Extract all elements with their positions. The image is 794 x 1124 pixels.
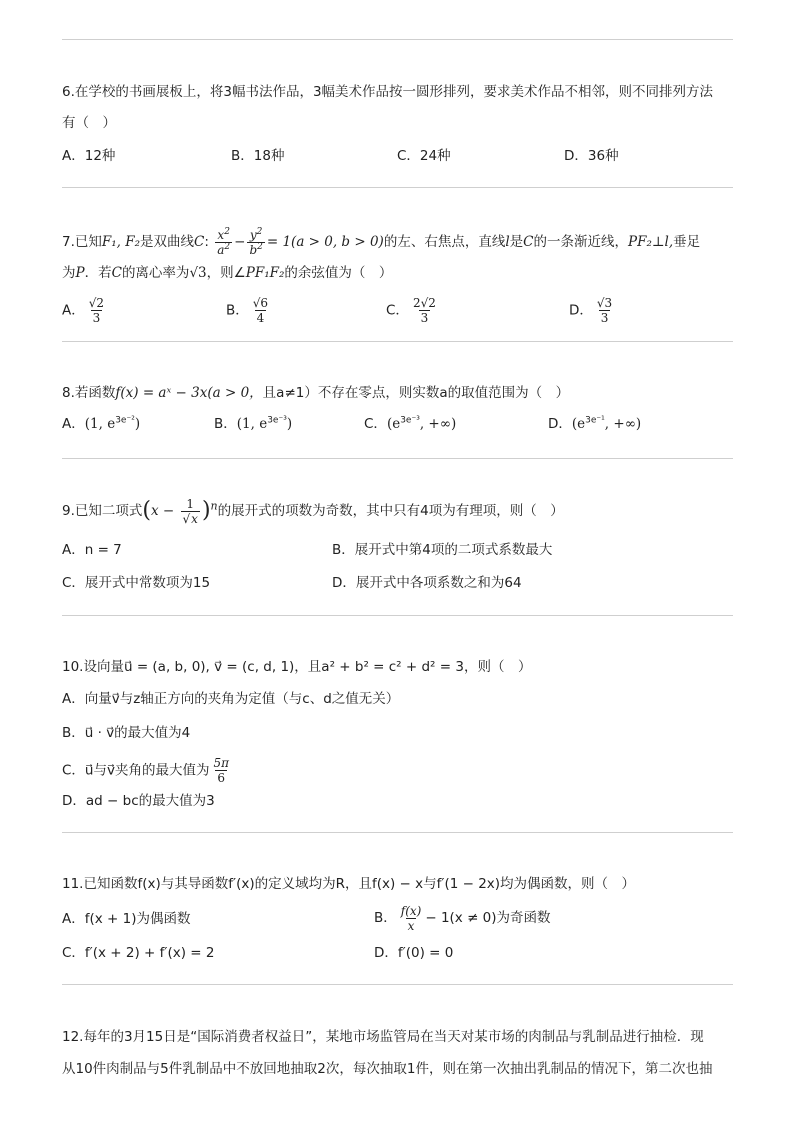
q7-frac-y: $\frac{y^2}{b^2}$ [249, 226, 263, 257]
q8-text: 8.若函数 [62, 385, 116, 401]
q11-stem: 11.已知函数f(x)与其导函数f′(x)的定义域均为R，且f(x) − x与f′(1 − 2x)均为偶函数，则（ ） [62, 876, 636, 892]
frac-den: 6 [217, 771, 226, 785]
q11-option-d[interactable]: D．f′(0) = 0 [374, 945, 454, 961]
q10-stem: 10.设向量u⃗ = (a, b, 0), v⃗ = (c, d, 1)，且a² + b² = c² + d² = 3，则（ ） [62, 659, 532, 675]
option-label: C． [364, 416, 387, 432]
q8-option-c[interactable] [364, 414, 456, 434]
option-frac [411, 296, 438, 325]
option-math: ) [134, 416, 141, 432]
q7-text: 为 [62, 265, 76, 281]
q10-option-c[interactable] [62, 756, 233, 785]
option-label: B． [214, 416, 237, 432]
frac-num: 5π [213, 756, 230, 770]
q7-curve: C [194, 234, 205, 250]
q9-text: 的展开式的项数为奇数，其中只有4项为有理项，则（ ） [217, 503, 564, 519]
q7-option-a[interactable] [62, 296, 108, 325]
q8-option-d[interactable] [548, 414, 641, 434]
divider [62, 458, 733, 459]
option-label: D． [548, 416, 572, 432]
q7-equation: = 1(a > 0, b > 0) [266, 234, 384, 250]
q7-line: l [505, 234, 510, 250]
frac-den: 3 [420, 311, 429, 325]
q7-text: 的一条渐近线， [533, 234, 628, 250]
q7-text: 是 [509, 234, 524, 250]
q7-ecc: √3 [189, 265, 207, 281]
q8-option-b[interactable] [214, 414, 292, 434]
frac-num: √2 [88, 296, 105, 310]
frac-num: 2√2 [412, 296, 436, 310]
q11-option-b[interactable] [374, 902, 551, 934]
q7-colon: : [204, 234, 209, 250]
frac-num: √6 [252, 296, 269, 310]
option-exponent: 3e⁻³ [400, 415, 420, 426]
option-frac [87, 296, 106, 325]
q7-curve: C [523, 234, 534, 250]
q8-function: f(x) = aˣ − 3x(a > 0， [115, 385, 263, 401]
option-math: (e [386, 416, 401, 432]
option-label: A． [62, 416, 85, 432]
q9-frac: $\frac{1}{√x}$ [182, 496, 198, 526]
option-label: D． [569, 302, 593, 319]
q6-option-b[interactable]: B．18种 [231, 148, 285, 164]
option-frac [251, 296, 270, 325]
paren-open: ( [142, 498, 151, 523]
divider [62, 39, 733, 40]
frac-den: 3 [92, 311, 101, 325]
q9-option-a[interactable]: A．n = 7 [62, 542, 122, 558]
option-math: (1, e [236, 416, 268, 432]
q9-text: 9.已知二项式 [62, 503, 143, 519]
option-text: − 1(x ≠ 0)为奇函数 [425, 910, 551, 926]
option-math: ) [286, 416, 293, 432]
q7-text: 是双曲线 [140, 234, 195, 250]
q10-option-a[interactable]: A．向量v⃗与z轴正方向的夹角为定值（与c、d之值无关） [62, 691, 400, 707]
frac-num: √3 [596, 296, 613, 310]
q7-perp: PF₂⊥l, [628, 234, 674, 250]
q7-point: P [75, 265, 85, 281]
q7-option-b[interactable] [226, 296, 272, 325]
frac-den: 3 [600, 311, 609, 325]
option-frac [399, 904, 424, 933]
q7-stem-cont [62, 263, 392, 283]
q8-stem [62, 383, 569, 403]
q7-text: 垂足 [673, 234, 701, 250]
q6-option-d[interactable]: D．36种 [564, 148, 619, 164]
q7-option-d[interactable] [569, 296, 616, 325]
q7-curve: C [111, 265, 122, 281]
q6-option-c[interactable]: C．24种 [397, 148, 451, 164]
q9-option-d[interactable]: D．展开式中各项系数之和为64 [332, 575, 522, 591]
q7-text: 的左、右焦点，直线 [383, 234, 506, 250]
q12-stem-cont: 从10件肉制品与5件乳制品中不放回地抽取2次，每次抽取1件，则在第一次抽出乳制品的情况下，第二次也抽 [62, 1061, 713, 1077]
q10-option-d[interactable]: D．ad − bc的最大值为3 [62, 793, 215, 809]
option-math: (1, e [84, 416, 116, 432]
divider [62, 615, 733, 616]
paren-close: ) [201, 498, 211, 523]
option-math: , +∞) [604, 416, 642, 432]
q7-stem: 7.已知F₁, F₂是双曲线C: $\frac{x^2}{a^2}$ − $\frac{y^2}{b^2}$ = 1(a > 0, b > 0)的左、右焦点，直线l是C的一条渐近线，PF₂⊥l,垂足 [62, 226, 701, 257]
frac-den: 4 [256, 311, 265, 325]
q6-stem-cont: 有（ ） [62, 115, 116, 131]
q11-option-a[interactable]: A．f(x + 1)为偶函数 [62, 911, 191, 927]
q7-text: 的余弦值为（ ） [284, 265, 393, 281]
divider [62, 984, 733, 985]
q9-stem: 9.已知二项式(x − $\frac{1}{√x}$ )$^n$的展开式的项数为奇数，其中只有4项为有理项，则（ ） [62, 496, 564, 526]
q6-stem: 6.在学校的书画展板上，将3幅书法作品，3幅美术作品按一圆形排列，要求美术作品不相邻，则不同排列方法 [62, 84, 714, 100]
option-exponent: 3e⁻² [115, 415, 135, 426]
option-label: C． [386, 302, 409, 319]
option-math: , +∞) [419, 416, 457, 432]
q11-option-c[interactable]: C．f′(x + 2) + f′(x) = 2 [62, 945, 215, 961]
q7-angle: PF₁F₂ [245, 265, 285, 281]
divider [62, 341, 733, 342]
q7-text: 的离心率为 [121, 265, 190, 281]
q7-text: ．若 [84, 265, 112, 281]
option-exponent: 3e⁻³ [267, 415, 287, 426]
q10-option-b[interactable]: B．u⃗ · v⃗的最大值为4 [62, 725, 191, 741]
frac-den: x [407, 918, 415, 933]
divider [62, 832, 733, 833]
q12-stem: 12.每年的3月15日是“国际消费者权益日”，某地市场监管局在当天对某市场的肉制品与乳制品进行抽检．现 [62, 1029, 704, 1045]
q7-frac-x: $\frac{x^2}{a^2}$ [217, 226, 231, 257]
option-text: C．u⃗与v⃗夹角的最大值为 [62, 762, 210, 779]
q8-option-a[interactable] [62, 414, 140, 434]
option-label: A． [62, 302, 85, 319]
divider [62, 187, 733, 188]
frac-num: f(x) [400, 903, 422, 918]
q6-option-a[interactable]: A．12种 [62, 148, 116, 164]
option-frac [595, 296, 614, 325]
option-math: (e [571, 416, 586, 432]
option-frac [211, 756, 231, 785]
q7-option-c[interactable] [386, 296, 440, 325]
q7-text: ，则∠ [206, 265, 246, 281]
q7-prefix: 7.已知 [62, 234, 102, 250]
option-label: B． [226, 302, 249, 319]
q9-option-c[interactable]: C．展开式中常数项为15 [62, 575, 211, 591]
option-exponent: 3e⁻¹ [585, 415, 605, 426]
option-label: B． [374, 910, 397, 926]
q9-option-b[interactable]: B．展开式中第4项的二项式系数最大 [332, 542, 553, 558]
q8-text: 且a≠1）不存在零点，则实数a的取值范围为（ ） [262, 385, 570, 401]
q7-foci: F₁, F₂ [101, 234, 141, 250]
